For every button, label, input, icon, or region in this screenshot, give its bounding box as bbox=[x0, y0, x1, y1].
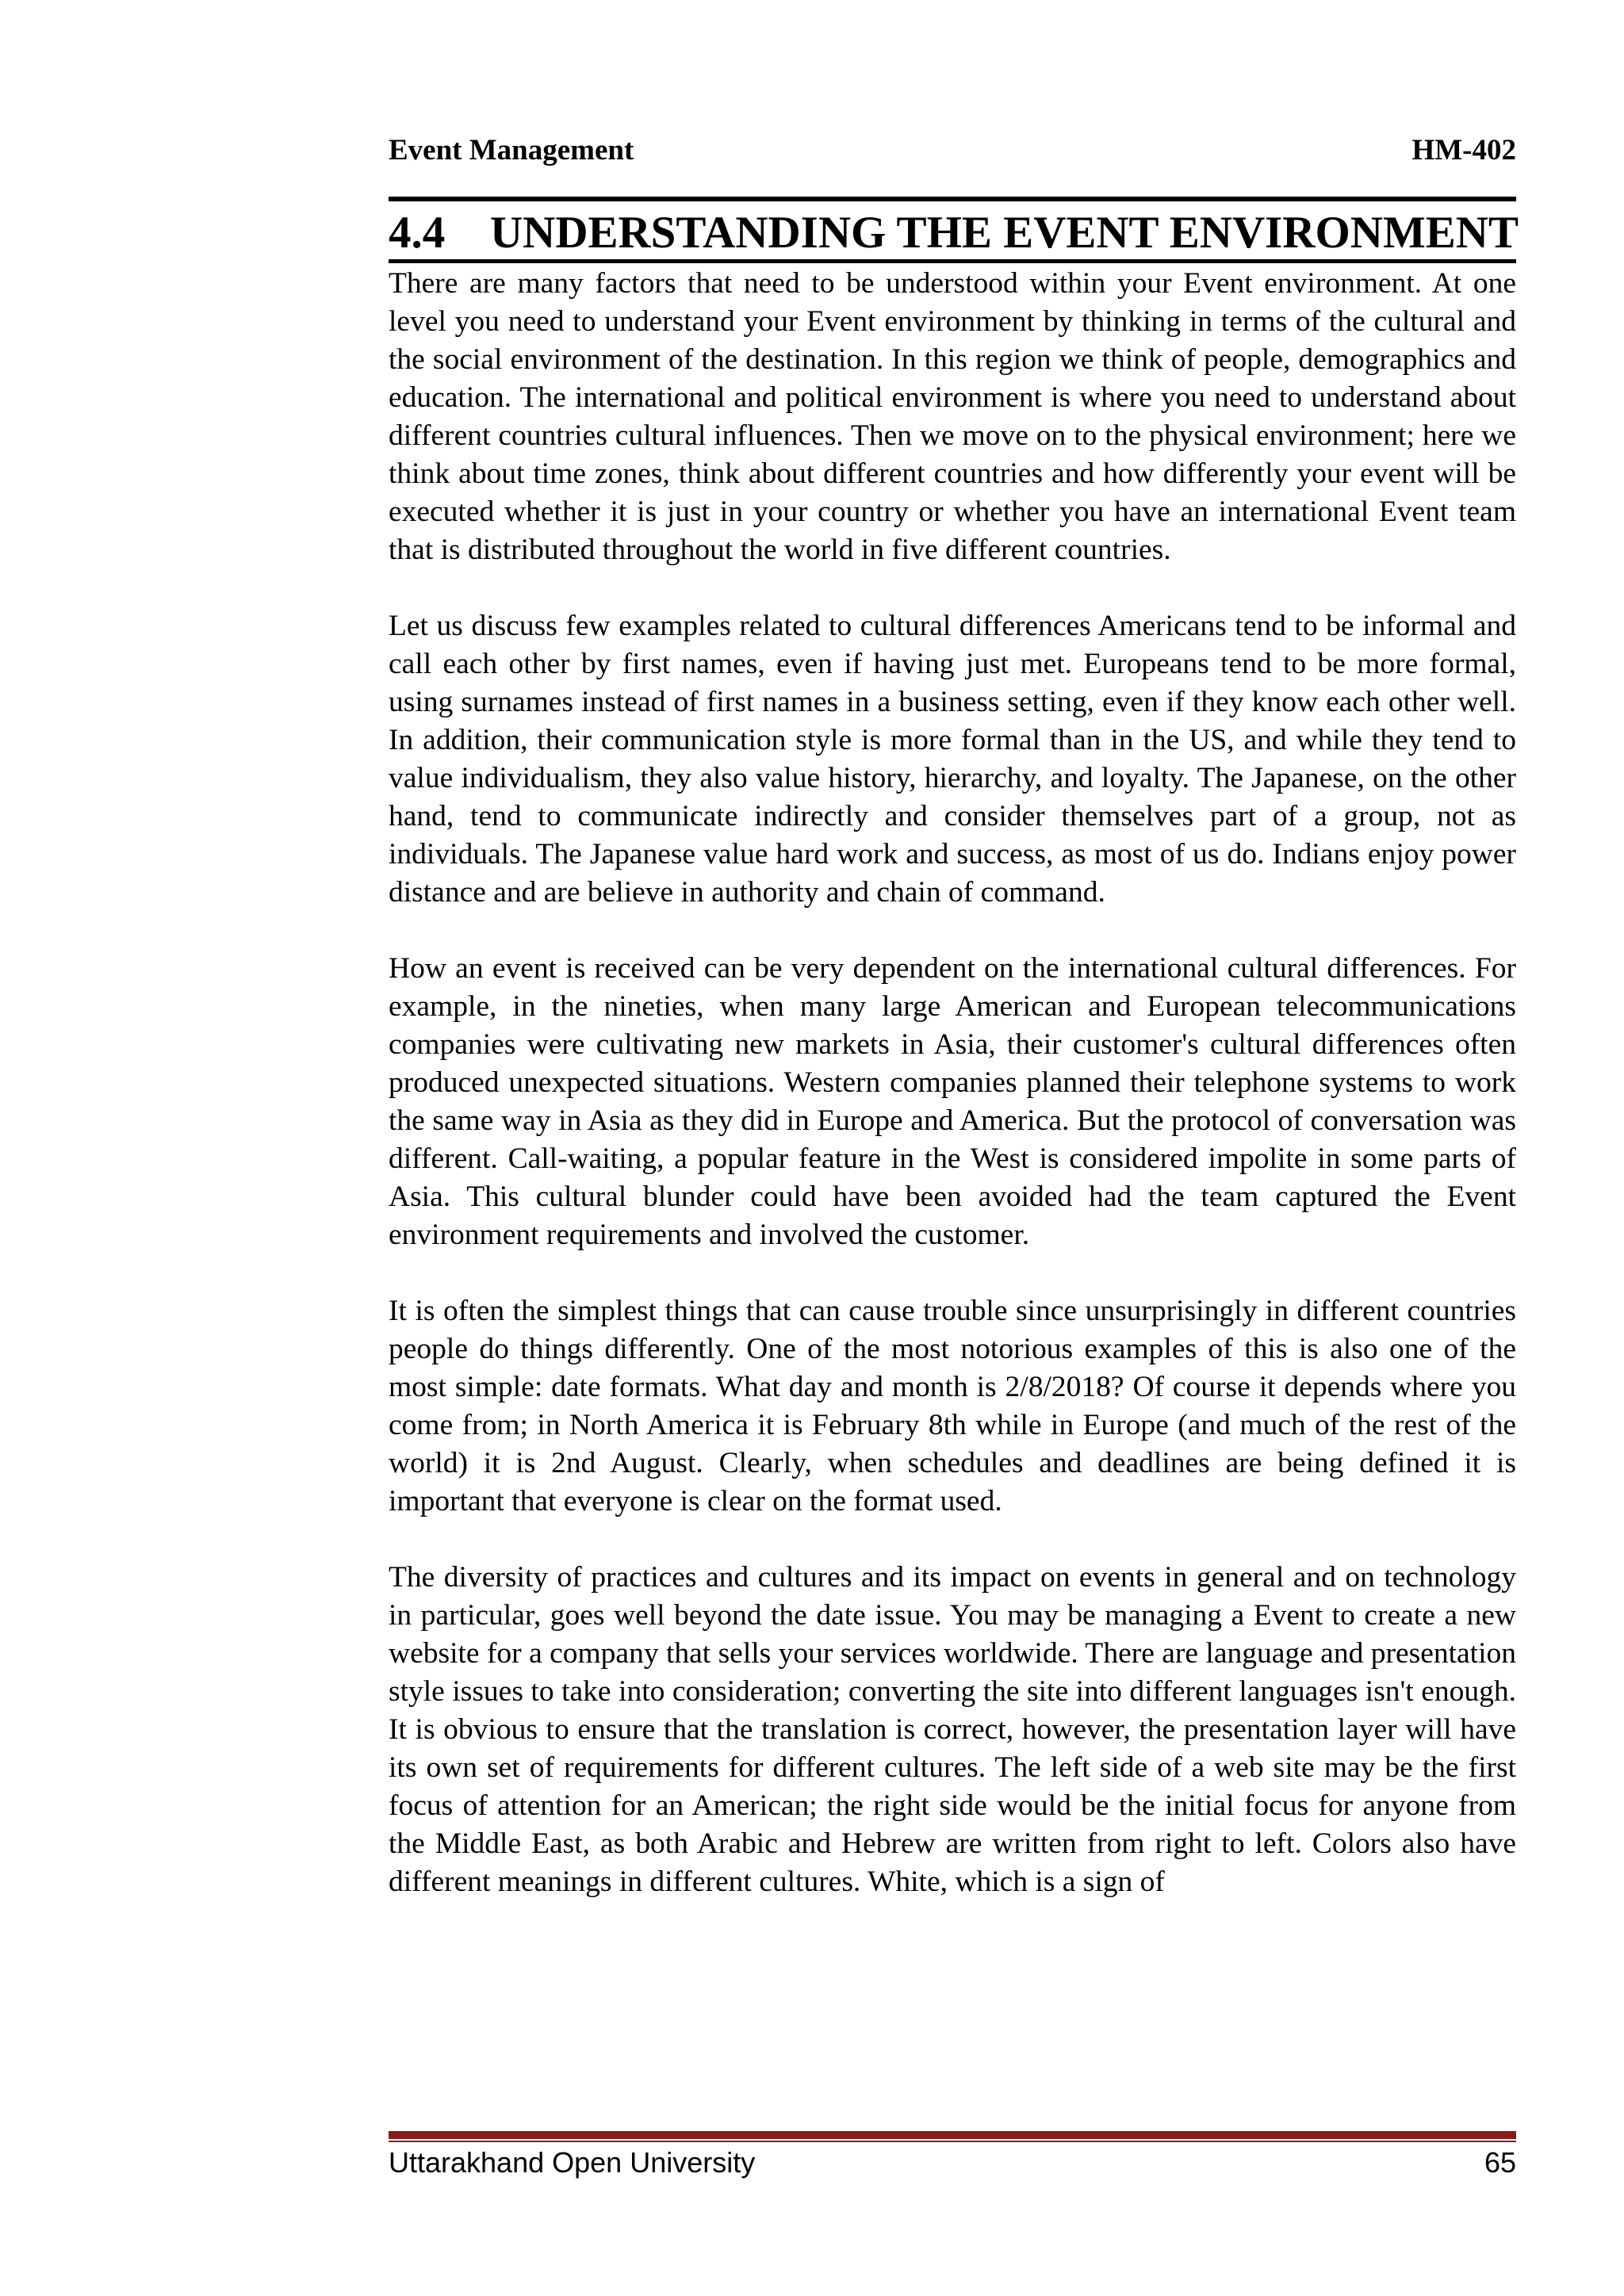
paragraph-2: Let us discuss few examples related to cultural differences Americans tend to be informal and call each other by first names, even if having just met. Europeans tend to be more formal, using surnames instead of first names in a business setting, even if they know each other well. In addition, their communication style is more formal than in the US, and while they tend to value individualism, they also value history, hierarchy, and loyalty. The Japanese, on the other hand, tend to communicate indirectly and consider themselves part of a group, not as individuals. The Japanese value hard work and success, as most of us do. Indians enjoy power distance and are believe in authority and chain of command. bbox=[389, 610, 1516, 909]
paragraph-4: It is often the simplest things that can cause trouble since unsurprisingly in different countries people do things differently. One of the most notorious examples of this is also one of the most simple: date formats. What day and month is 2/8/2018? Of course it depends where you come from; in North America it is February 8th while in Europe (and much of the rest of the world) it is 2nd August. Clearly, when schedules and deadlines are being defined it is important that everyone is clear on the format used. bbox=[389, 1295, 1516, 1517]
footer-rule bbox=[389, 2131, 1516, 2139]
page-number: 65 bbox=[1484, 2146, 1516, 2179]
paragraph-1: There are many factors that need to be understood within your Event environment. At one level you need to understand your Event environment by thinking in terms of the cultural and the social environment of the destination. In this region we think of people, demographics and education. The international and political environment is where you need to understand about different countries cultural influences. Then we move on to the physical environment; here we think about time zones, think about different countries and how differently your event will be executed whether it is just in your country or whether you have an international Event team that is distributed throughout the world in five different countries. bbox=[389, 267, 1516, 566]
course-title: Event Management bbox=[389, 134, 634, 166]
header-rule bbox=[389, 197, 1516, 201]
course-code: HM-402 bbox=[1411, 134, 1516, 166]
section-title-text: UNDERSTANDING THE EVENT ENVIRONMENT bbox=[490, 208, 1519, 258]
section-heading-rule bbox=[389, 259, 1516, 263]
footer-institution: Uttarakhand Open University bbox=[389, 2146, 756, 2179]
page-footer bbox=[389, 2144, 1516, 2182]
footer-rule-thin bbox=[389, 2141, 1516, 2142]
body-text bbox=[389, 265, 1516, 1901]
paragraph-3: How an event is received can be very dependent on the international cultural differences. For example, in the nineties, when many large American and European telecommunications companies were cultivating new markets in Asia, their customer's cultural differences often produced unexpected situations. Western companies planned their telephone systems to work the same way in Asia as they did in Europe and America. But the protocol of conversation was different. Call-waiting, a popular feature in the West is considered impolite in some parts of Asia. This cultural blunder could have been avoided had the team captured the Event environment requirements and involved the customer. bbox=[389, 952, 1516, 1251]
running-header bbox=[389, 133, 1516, 167]
section-heading bbox=[389, 206, 1519, 260]
paragraph-5: The diversity of practices and cultures and its impact on events in general and on technology in particular, goes well beyond the date issue. You may be managing a Event to create a new website for a company that sells your services worldwide. There are language and presentation style issues to take into consideration; converting the site into different languages isn't enough. It is obvious to ensure that the translation is correct, however, the presentation layer will have its own set of requirements for different cultures. The left side of a web site may be the first focus of attention for an American; the right side would be the initial focus for anyone from the Middle East, as both Arabic and Hebrew are written from right to left. Colors also have different meanings in different cultures. White, which is a sign of bbox=[389, 1561, 1516, 1898]
section-number: 4.4 bbox=[389, 208, 446, 258]
